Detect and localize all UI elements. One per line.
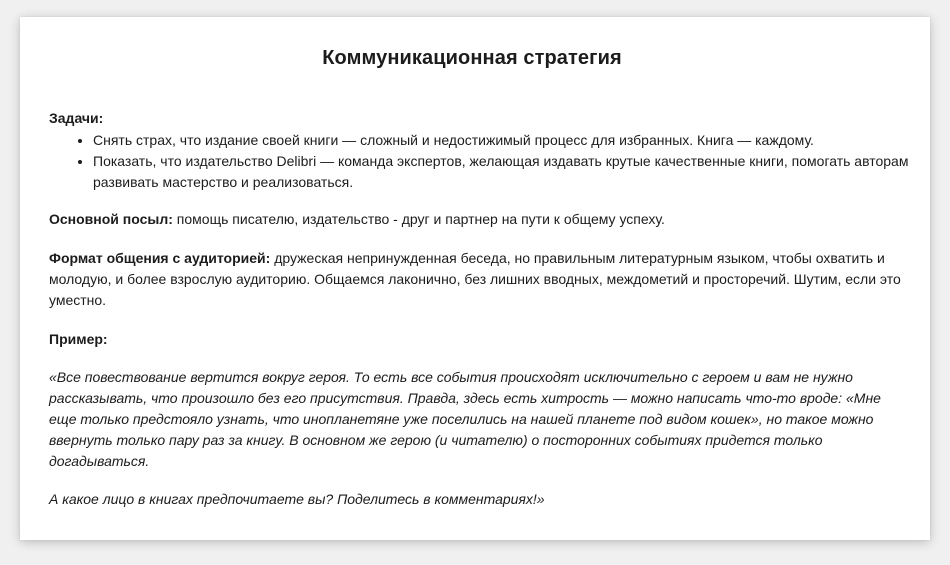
tasks-list <box>49 130 909 193</box>
main-message-paragraph <box>49 209 909 230</box>
main-message-label: Основной посыл: <box>49 211 173 227</box>
format-label: Формат общения с аудиторией: <box>49 250 271 266</box>
list-item: • Показать, что издательство Delibri — команда экспертов, желающая издавать крутые качественные книги, помогать авторам развивать мастерство и реализоваться. <box>93 151 909 193</box>
example-closing: А какое лицо в книгах предпочитаете вы? Поделитесь в комментариях!» <box>49 491 545 507</box>
main-message-text: помощь писателю, издательство - друг и партнер на пути к общему успеху. <box>172 211 665 227</box>
list-item: • Снять страх, что издание своей книги — сложный и недостижимый процесс для избранных. Книга — каждому. <box>93 130 909 151</box>
example-heading: Пример: <box>49 331 108 347</box>
document-title: Коммуникационная стратегия <box>322 47 622 69</box>
document-page <box>20 17 930 540</box>
format-text: дружеская непринужденная беседа, но правильным литературным языком, чтобы охватить и молодую, и более взрослую аудиторию. Общаемся лаконично, без лишних вводных, междометий и просторечий. Шутим, если это уместно. <box>49 250 901 308</box>
format-paragraph <box>49 248 909 311</box>
example-paragraph: «Все повествование вертится вокруг героя. То есть все события происходят исключительно с героем и вам не нужно рассказывать, что произошло без его присутствия. Правда, здесь есть хитрость — можно написать что-то вроде: «Мне еще только предстояло узнать, что инопланетяне уже поселились на нашей планете под видом кошек», но такое можно ввернуть только пару раз за книгу. В основном же герою (и читателю) о посторонних событиях придется только догадываться. <box>49 369 881 469</box>
tasks-heading: Задачи: <box>49 110 104 126</box>
